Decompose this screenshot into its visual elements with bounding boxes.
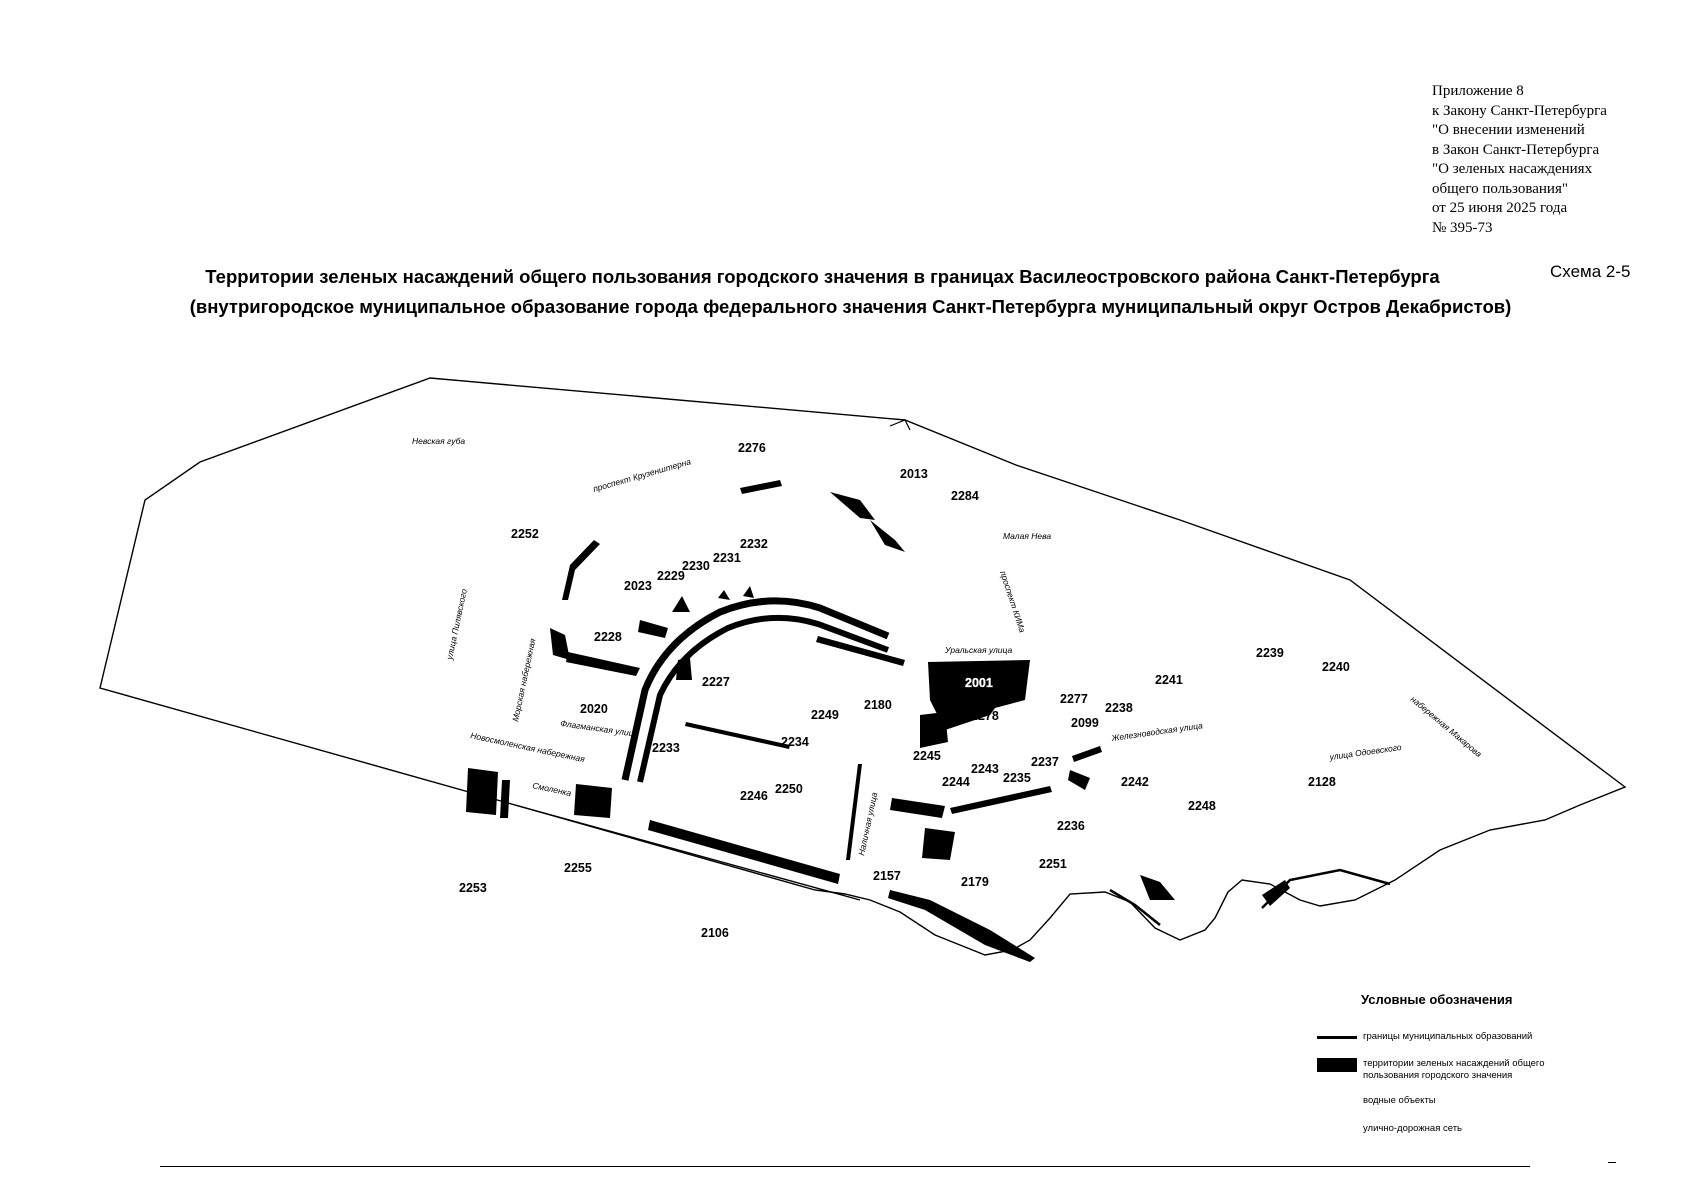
street-label-flagmanskaya: Флагманская улица	[559, 718, 640, 739]
green-area-2227	[676, 658, 692, 680]
area-label-2255: 2255	[564, 861, 592, 875]
street-label-morskaya-nab: Морская набережная	[510, 637, 538, 723]
map-title: Территории зеленых насаждений общего пользования городского значения в границах Василеостровского района Санкт-Петербурга	[205, 266, 1440, 287]
green-area-2236	[950, 786, 1052, 814]
green-area-2255	[466, 768, 498, 815]
legend-roads-label: улично-дорожная сеть	[1363, 1123, 1463, 1134]
green-area-smolenka	[574, 784, 612, 818]
green-area-2157	[888, 890, 1035, 962]
area-label-2237: 2237	[1031, 755, 1059, 769]
area-label-2243: 2243	[971, 762, 999, 776]
appendix-line: к Закону Санкт-Петербурга	[1432, 102, 1607, 119]
area-label-2157: 2157	[873, 869, 901, 883]
legend-water-label: водные объекты	[1363, 1095, 1436, 1106]
green-area-2228	[550, 628, 570, 660]
area-label-2228: 2228	[594, 630, 622, 644]
area-label-2001: 2001	[965, 676, 993, 690]
legend-boundary-label: границы муниципальных образований	[1363, 1031, 1533, 1042]
green-area-2231	[718, 590, 730, 600]
area-label-2240: 2240	[1322, 660, 1350, 674]
area-label-2246: 2246	[740, 789, 768, 803]
area-label-2276: 2276	[738, 441, 766, 455]
appendix-line: Приложение 8	[1432, 83, 1524, 99]
green-area-2244	[890, 798, 955, 860]
legend-green-symbol	[1317, 1058, 1357, 1072]
appendix-line: "О зеленых насаждениях	[1432, 161, 1593, 177]
area-label-2253: 2253	[459, 881, 487, 895]
area-label-2245: 2245	[913, 749, 941, 763]
street-labels	[412, 436, 1484, 856]
area-label-2249: 2249	[811, 708, 839, 722]
legend-green-label-1: территории зеленых насаждений общего	[1363, 1058, 1545, 1069]
area-label-2284: 2284	[951, 489, 979, 503]
area-label-2238: 2238	[1105, 701, 1133, 715]
area-label-2235: 2235	[1003, 771, 1031, 785]
green-area-2246-strip	[648, 820, 840, 884]
appendix-line: от 25 июня 2025 года	[1432, 200, 1568, 216]
green-area-2251	[1140, 875, 1175, 900]
area-label-2227: 2227	[702, 675, 730, 689]
map-subtitle: (внутригородское муниципальное образование города федерального значения Санкт-Петербурга муниципальный округ Остров Декабристов)	[189, 296, 1512, 317]
area-label-2179: 2179	[961, 875, 989, 889]
green-area-2228-strip	[566, 652, 640, 676]
street-label-makarova: набережная Макарова	[1408, 693, 1484, 760]
appendix-line: № 395-73	[1432, 219, 1493, 236]
area-label-2020: 2020	[580, 702, 608, 716]
green-area-2232	[743, 586, 754, 598]
appendix-line: "О внесении изменений	[1432, 122, 1585, 138]
scheme-number: Схема 2-5	[1550, 262, 1631, 281]
appendix-line: общего пользования"	[1432, 180, 1568, 197]
footer-divider	[160, 1166, 1530, 1167]
water-label-malaya-neva: Малая Нева	[1003, 531, 1052, 541]
green-area-2242	[1068, 770, 1090, 790]
legend-title: Условные обозначения	[1361, 992, 1513, 1007]
area-label-2023: 2023	[624, 579, 652, 593]
street-label-odoevskogo: улица Одоевского	[1328, 741, 1403, 762]
area-label-2252: 2252	[511, 527, 539, 541]
area-label-2239: 2239	[1256, 646, 1284, 660]
green-area-2099	[1072, 746, 1102, 762]
green-area-2229	[638, 620, 668, 638]
southern-embankment	[515, 805, 860, 900]
street-label-kruzenshterna: проспект Крузенштерна	[591, 456, 692, 494]
street-label-zheleznovodskaya: Железноводская улица	[1110, 720, 1204, 743]
area-label-2099: 2099	[1071, 716, 1099, 730]
area-label-2234: 2234	[781, 735, 809, 749]
legend-boundary-symbol	[1317, 1036, 1357, 1039]
street-label-novosmolenskaya: Новосмоленская набережная	[469, 730, 586, 765]
appendix-line: в Закон Санкт-Петербурга	[1432, 141, 1600, 158]
footer-dash	[1608, 1162, 1616, 1163]
area-label-2180: 2180	[864, 698, 892, 712]
street-label-uralskaya: Уральская улица	[945, 645, 1013, 655]
area-label-2250: 2250	[775, 782, 803, 796]
green-area-2230	[672, 596, 690, 612]
area-label-2233: 2233	[652, 741, 680, 755]
area-label-2278: 2278	[971, 709, 999, 723]
green-area-2245	[920, 712, 948, 748]
area-label-2244: 2244	[942, 775, 970, 789]
area-label-2128: 2128	[1308, 775, 1336, 789]
area-label-2106: 2106	[701, 926, 729, 940]
area-label-2231: 2231	[713, 551, 741, 565]
green-area-2234	[685, 722, 790, 749]
green-area-2013	[830, 492, 905, 552]
legend-green-label-2: пользования городского значения	[1363, 1070, 1513, 1081]
area-label-2013: 2013	[900, 467, 928, 481]
street-label-pilyavskogo: улица Пилявского	[444, 587, 469, 661]
area-label-2241: 2241	[1155, 673, 1183, 687]
street-label-nalichnaya: Наличная улица	[856, 791, 880, 857]
green-area-2276	[740, 480, 782, 494]
area-label-2248: 2248	[1188, 799, 1216, 813]
water-label-smolenka: Смоленка	[531, 780, 573, 799]
area-label-2232: 2232	[740, 537, 768, 551]
green-area-kruzenshterna	[562, 540, 600, 600]
area-label-2251: 2251	[1039, 857, 1067, 871]
green-area-2253	[500, 780, 510, 818]
area-labels	[459, 441, 1350, 940]
street-label-kima: проспект КИМа	[998, 569, 1028, 634]
area-label-2229: 2229	[657, 569, 685, 583]
area-label-2277: 2277	[1060, 692, 1088, 706]
area-label-2242: 2242	[1121, 775, 1149, 789]
water-label-nevskaya-guba: Невская губа	[412, 436, 466, 446]
area-label-2236: 2236	[1057, 819, 1085, 833]
area-label-2230: 2230	[682, 559, 710, 573]
district-boundary	[100, 378, 1625, 955]
